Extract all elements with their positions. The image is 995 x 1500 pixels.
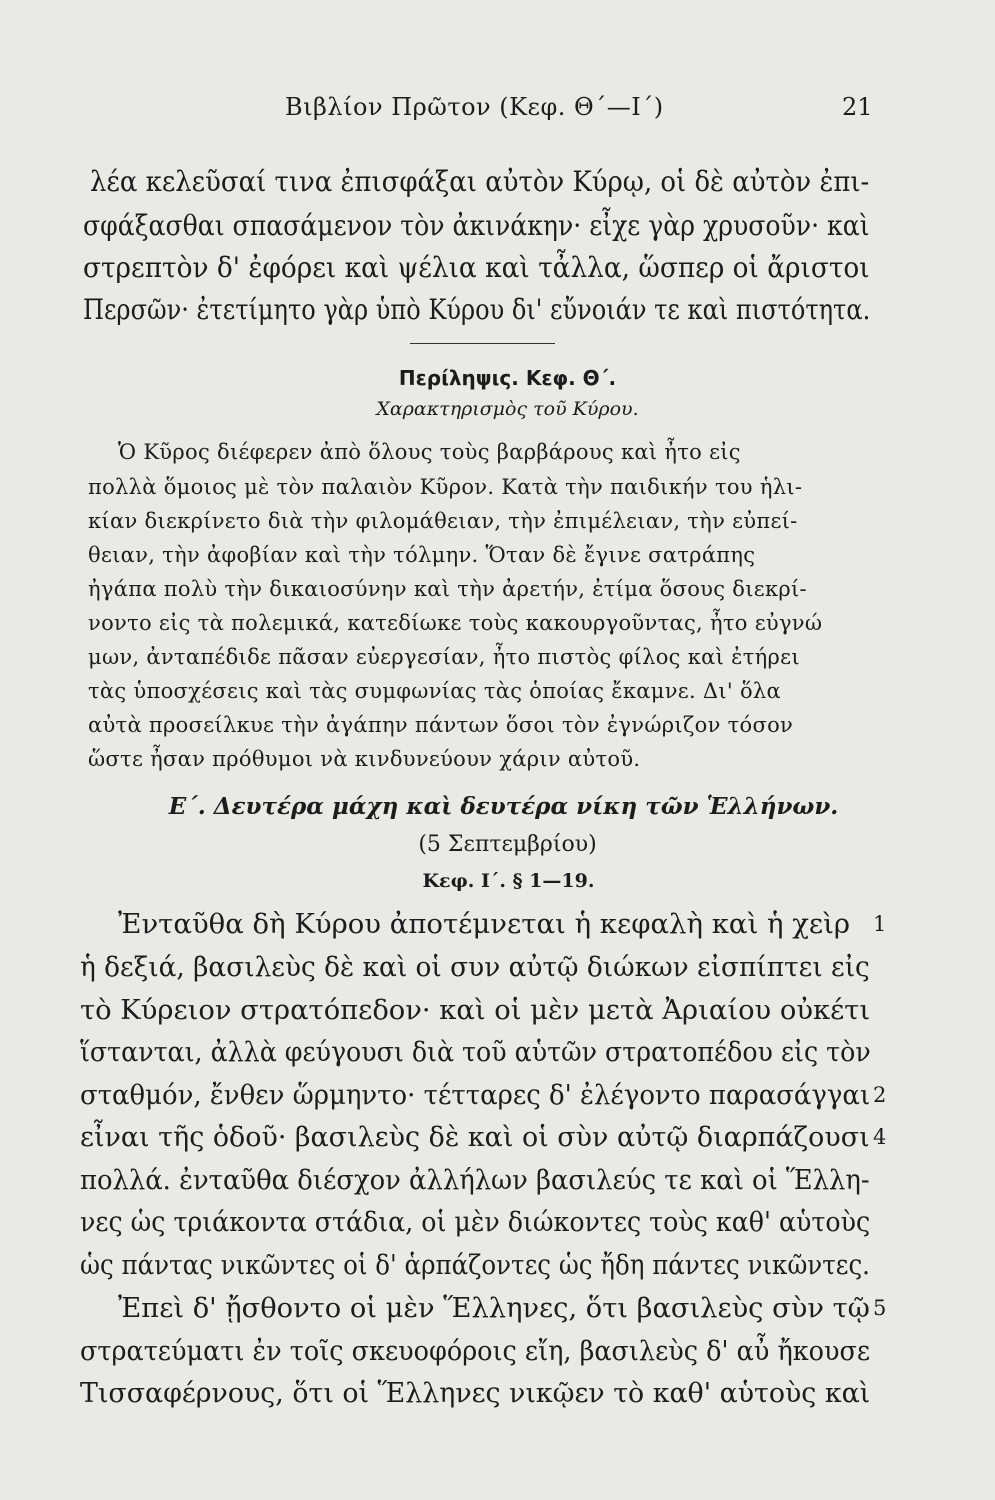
summary-line: τὰς ὑποσχέσεις καὶ τὰς συμφωνίας τὰς ὁποίας ἔκαμνε. Δι' ὅλα [88,679,781,703]
text-line: στρατεύματι ἐν τοῖς σκευοφόροις εἴη, βασιλεὺς δ' αὖ ἤκουσε [80,1335,871,1367]
summary-line: πολλὰ ὅμοιος μὲ τὸν παλαιὸν Κῦρον. Κατὰ τὴν παιδικήν του ἡλι- [88,475,803,499]
margin-number: 1 [873,912,887,936]
text-line: τὸ Κύρειον στρατόπεδον· καὶ οἱ μὲν μετὰ Ἀριαίου οὐκέτι [80,994,871,1026]
text-line: Τισσαφέρνους, ὅτι οἱ Ἕλληνες νικῷεν τὸ καθ' αὑτοὺς καὶ [80,1377,871,1409]
section-heading: Ε΄. Δευτέρα μάχη καὶ δευτέρα νίκη τῶν Ἑλλήνων. [168,793,839,820]
margin-number: 4 [873,1125,887,1149]
margin-number: 5 [873,1296,887,1320]
text-line: ἵστανται, ἀλλὰ φεύγουσι διὰ τοῦ αὑτῶν στρατοπέδου εἰς τὸν [80,1036,871,1068]
section-reference: Κεφ. Ι΄. § 1—19. [422,870,595,892]
text-line: Ἐπεὶ δ' ᾔσθοντο οἱ μὲν Ἕλληνες, ὅτι βασιλεὺς σὺν τῷ [118,1292,870,1324]
summary-subtitle: Χαρακτηρισμὸς τοῦ Κύρου. [376,398,639,420]
text-line: λέα κελεῦσαί τινα ἐπισφάξαι αὐτὸν Κύρῳ, οἱ δὲ αὐτὸν ἐπι- [90,165,870,198]
summary-line: θειαν, τὴν ἀφοβίαν καὶ τὴν τόλμην. Ὅταν δὲ ἔγινε σατράπης [88,543,756,567]
section-date: (5 Σεπτεμβρίου) [418,832,597,857]
section-divider [410,343,555,344]
text-line: εἶναι τῆς ὁδοῦ· βασιλεὺς δὲ καὶ οἱ σὺν αὐτῷ διαρπάζουσι [80,1121,870,1153]
running-title: Βιβλίον Πρῶτον (Κεφ. Θ΄—Ι΄) [285,93,664,121]
text-line: πολλά. ἐνταῦθα διέσχον ἀλλήλων βασιλεύς τε καὶ οἱ Ἕλλη- [80,1164,870,1196]
text-line: ἡ δεξιά, βασιλεὺς δὲ καὶ οἱ συν αὐτῷ διώκων εἰσπίπτει εἰς [80,951,870,983]
text-line: νες ὡς τριάκοντα στάδια, οἱ μὲν διώκοντες τοὺς καθ' αὑτοὺς [80,1206,871,1238]
summary-line: κίαν διεκρίνετο διὰ τὴν φιλομάθειαν, τὴν ἐπιμέλειαν, τὴν εὐπεί- [88,509,798,533]
text-line: Περσῶν· ἐτετίμητο γὰρ ὑπὸ Κύρου δι' εὔνοιάν τε καὶ πιστότητα. [83,293,871,326]
summary-title: Περίληψις. Κεφ. Θ΄. [398,366,617,390]
text-line: Ἐνταῦθα δὴ Κύρου ἀποτέμνεται ἡ κεφαλὴ καὶ ἡ χεὶρ [118,908,851,940]
summary-line: αὐτὰ προσείλκυε τὴν ἀγάπην πάντων ὅσοι τὸν ἐγνώριζον τόσον [88,713,794,737]
text-line: στρεπτὸν δ' ἐφόρει καὶ ψέλια καὶ τἆλλα, ὥσπερ οἱ ἄριστοι [83,251,870,284]
page-header [0,93,995,129]
summary-line: ὥστε ἦσαν πρόθυμοι νὰ κινδυνεύουν χάριν αὐτοῦ. [88,747,641,771]
text-line: σταθμόν, ἔνθεν ὥρμηντο· τέτταρες δ' ἐλέγοντο παρασάγγαι [80,1079,871,1111]
summary-line: ἠγάπα πολὺ τὴν δικαιοσύνην καὶ τὴν ἀρετήν, ἐτίμα ὅσους διεκρί- [88,577,807,601]
summary-line: Ὁ Κῦρος διέφερεν ἀπὸ ὅλους τοὺς βαρβάρους καὶ ἦτο εἰς [118,440,741,464]
text-line: σφάξασθαι σπασάμενον τὸν ἀκινάκην· εἶχε γὰρ χρυσοῦν· καὶ [83,209,870,242]
text-line: ὡς πάντας νικῶντες οἱ δ' ἁρπάζοντες ὡς ἤδη πάντες νικῶντες. [80,1249,870,1281]
summary-line: μων, ἀνταπέδιδε πᾶσαν εὐεργεσίαν, ἦτο πιστὸς φίλος καὶ ἐτήρει [88,645,800,669]
margin-number: 2 [873,1083,887,1107]
summary-line: νοντο εἰς τὰ πολεμικά, κατεδίωκε τοὺς κακουργοῦντας, ἦτο εὐγνώ [88,611,823,635]
page-number: 21 [842,93,873,121]
